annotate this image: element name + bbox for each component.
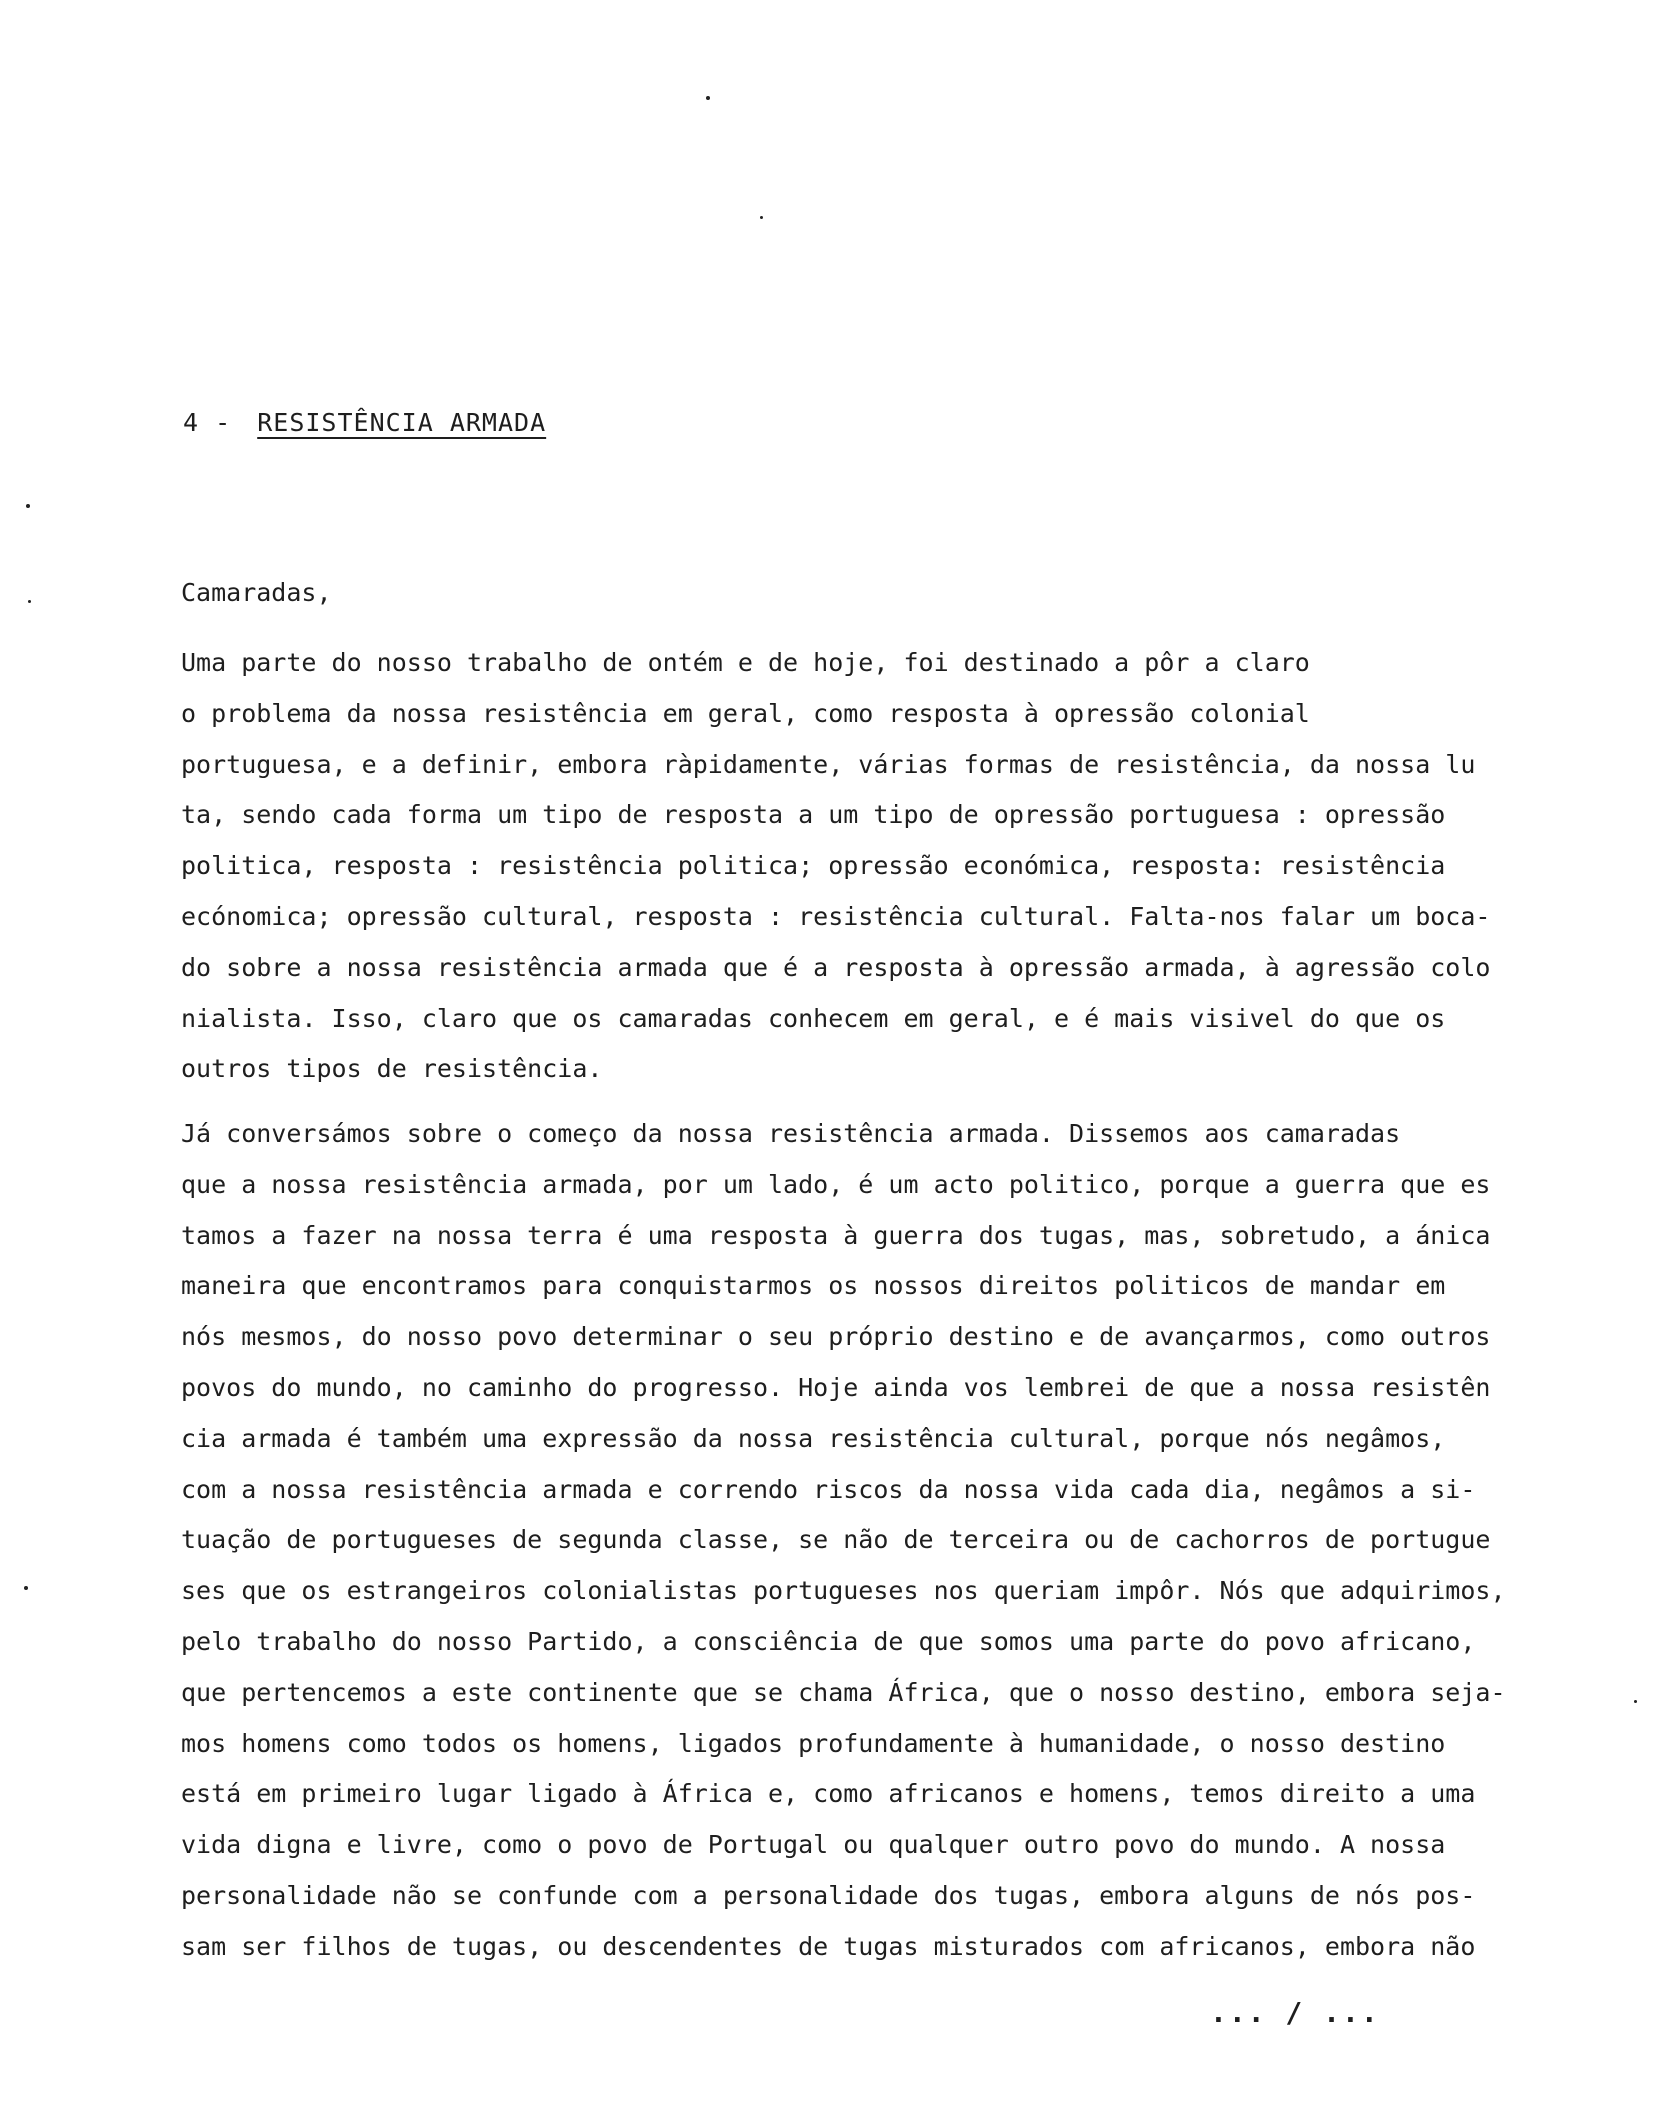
paragraph-1: Uma parte do nosso trabalho de ontém e de hoje, foi destinado a pôr a claro o problema da nossa resistência em geral, como resposta à opressão colonial portuguesa, e a definir, embora ràpidamente, várias formas de resistência, da nossa lu ta, sendo cada forma um tipo de resposta a um tipo de opressão portuguesa : opressão politica, resposta : resistência politica; opressão económica, resposta: resistência ecónomica; opressão cultural, resposta : resistência cultural. Falta-nos falar um boca- do sobre a nossa resistência armada que é a resposta à opressão armada, à agressão colo nialista. Isso, claro que os camaradas conhecem em geral, e é mais visivel do que os outros tipos de resistência. [181, 648, 1491, 1084]
scan-speck [760, 216, 763, 219]
scan-speck [24, 1586, 28, 1590]
scan-speck [706, 96, 710, 100]
section-number: 4 - [183, 408, 232, 437]
scan-speck [28, 600, 31, 603]
paragraph-2: Já conversámos sobre o começo da nossa resistência armada. Dissemos aos camaradas que a nossa resistência armada, por um lado, é um acto politico, porque a guerra que es tamos a fazer na nossa terra é uma resposta à guerra dos tugas, mas, sobretudo, a ánica maneira que encontramos para conquistarmos os nossos direitos politicos de mandar em nós mesmos, do nosso povo determinar o seu próprio destino e de avançarmos, como outros povos do mundo, no caminho do progresso. Hoje ainda vos lembrei de que a nossa resistên cia armada é também uma expressão da nossa resistência cultural, porque nós negâmos, com a nossa resistência armada e correndo riscos da nossa vida cada dia, negâmos a si- tuação de portugueses de segunda classe, se não de terceira ou de cachorros de portugue ses que os estrangeiros colonialistas portugueses nos queriam impôr. Nós que adquirimos, pelo trabalho do nosso Partido, a consciência de que somos uma parte do povo africano, que pertencemos a este continente que se chama África, que o nosso destino, embora seja- mos homens como todos os homens, ligados profundamente à humanidade, o nosso destino está em primeiro lugar ligado à África e, como africanos e homens, temos direito a uma vida digna e livre, como o povo de Portugal ou qualquer outro povo do mundo. A nossa personalidade não se confunde com a personalidade dos tugas, embora alguns de nós pos- sam ser filhos de tugas, ou descendentes de tugas misturados com africanos, embora não [181, 1119, 1506, 1961]
scan-speck [1634, 1700, 1637, 1703]
section-title: RESISTÊNCIA ARMADA [257, 408, 547, 437]
continuation-marker: ... / ... [1210, 1996, 1380, 2029]
salutation: Camaradas, [181, 578, 332, 607]
scan-speck [26, 504, 30, 508]
section-heading [183, 408, 546, 437]
